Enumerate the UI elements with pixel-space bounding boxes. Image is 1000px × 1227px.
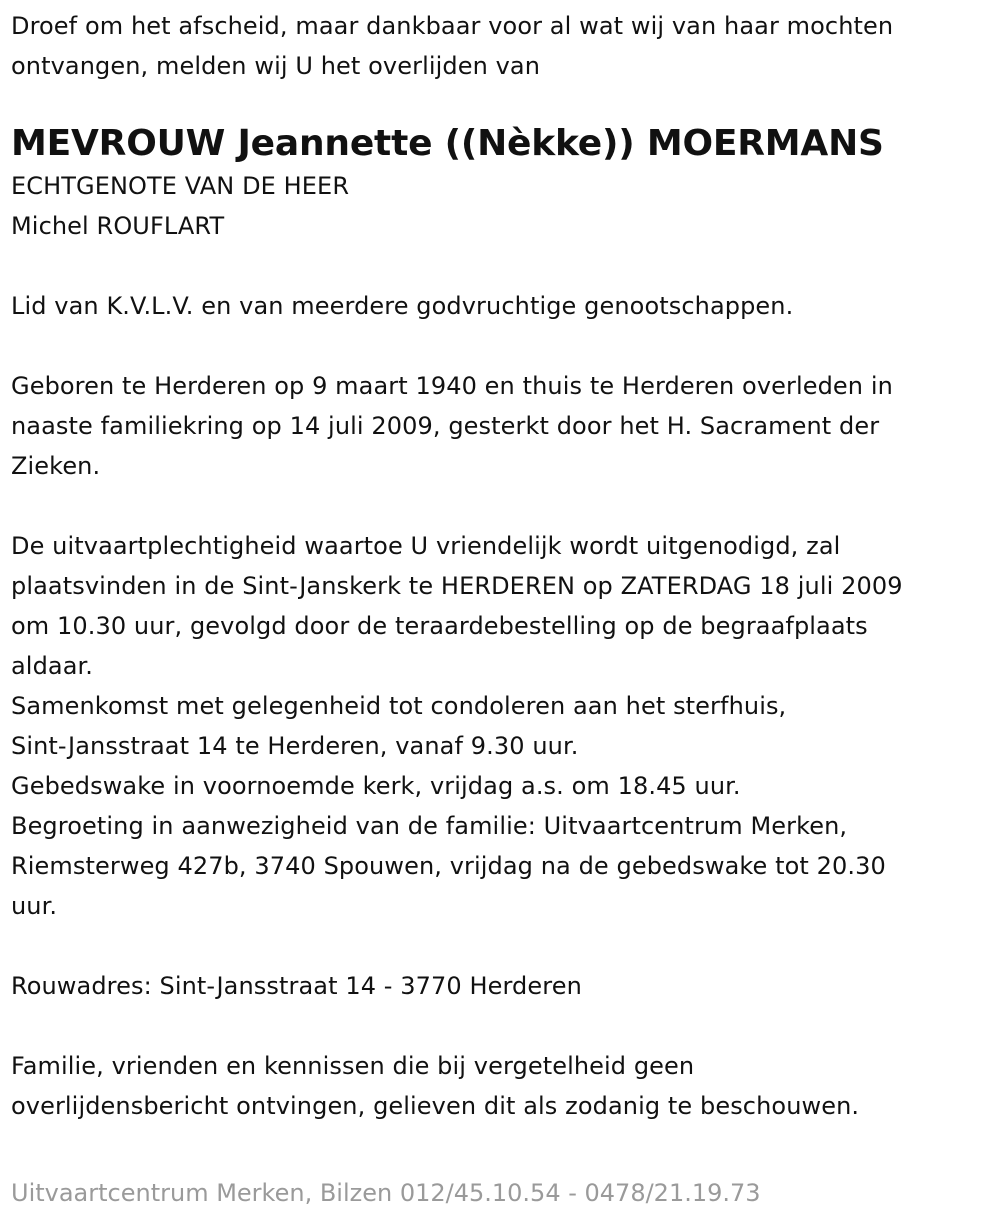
ceremony-line: om 10.30 uur, gevolgd door de teraardebestelling op de begraafplaats [11, 612, 868, 640]
ceremony-line: Begroeting in aanwezigheid van de familie: Uitvaartcentrum Merken, [11, 812, 848, 840]
ceremony-line: plaatsvinden in de Sint-Janskerk te HERDEREN op ZATERDAG 18 juli 2009 [11, 572, 903, 600]
deceased-name: MEVROUW Jeannette ((Nèkke)) MOERMANS [11, 123, 884, 164]
closing-line: overlijdensbericht ontvingen, gelieven dit als zodanig te beschouwen. [11, 1092, 860, 1120]
birth-death-paragraph [11, 366, 991, 486]
ceremony-line: Riemsterweg 427b, 3740 Spouwen, vrijdag na de gebedswake tot 20.30 [11, 852, 886, 880]
birth-death-line: Geboren te Herderen op 9 maart 1940 en thuis te Herderen overleden in [11, 372, 893, 400]
intro-line: ontvangen, melden wij U het overlijden van [11, 52, 541, 80]
closing-line: Familie, vrienden en kennissen die bij vergetelheid geen [11, 1052, 695, 1080]
ceremony-line: Samenkomst met gelegenheid tot condoleren aan het sterfhuis, [11, 692, 787, 720]
funeral-home-footer: Uitvaartcentrum Merken, Bilzen 012/45.10.54 - 0478/21.19.73 [11, 1179, 761, 1207]
obituary-notice [11, 6, 991, 1126]
intro-line: Droef om het afscheid, maar dankbaar voor al wat wij van haar mochten [11, 12, 894, 40]
birth-death-line: naaste familiekring op 14 juli 2009, gesterkt door het H. Sacrament der [11, 412, 880, 440]
membership-text: Lid van K.V.L.V. en van meerdere godvruchtige genootschappen. [11, 292, 794, 320]
spouse-name: Michel ROUFLART [11, 212, 225, 240]
closing-paragraph [11, 1046, 991, 1126]
ceremony-line: aldaar. [11, 652, 94, 680]
ceremony-line: Gebedswake in voornoemde kerk, vrijdag a.s. om 18.45 uur. [11, 772, 741, 800]
ceremony-line: De uitvaartplechtigheid waartoe U vriendelijk wordt uitgenodigd, zal [11, 532, 841, 560]
relation-label: ECHTGENOTE VAN DE HEER [11, 172, 350, 200]
ceremony-paragraph [11, 526, 991, 926]
intro-paragraph [11, 6, 991, 86]
mourning-address: Rouwadres: Sint-Jansstraat 14 - 3770 Herderen [11, 972, 582, 1000]
ceremony-line: uur. [11, 892, 58, 920]
birth-death-line: Zieken. [11, 452, 101, 480]
ceremony-line: Sint-Jansstraat 14 te Herderen, vanaf 9.30 uur. [11, 732, 579, 760]
